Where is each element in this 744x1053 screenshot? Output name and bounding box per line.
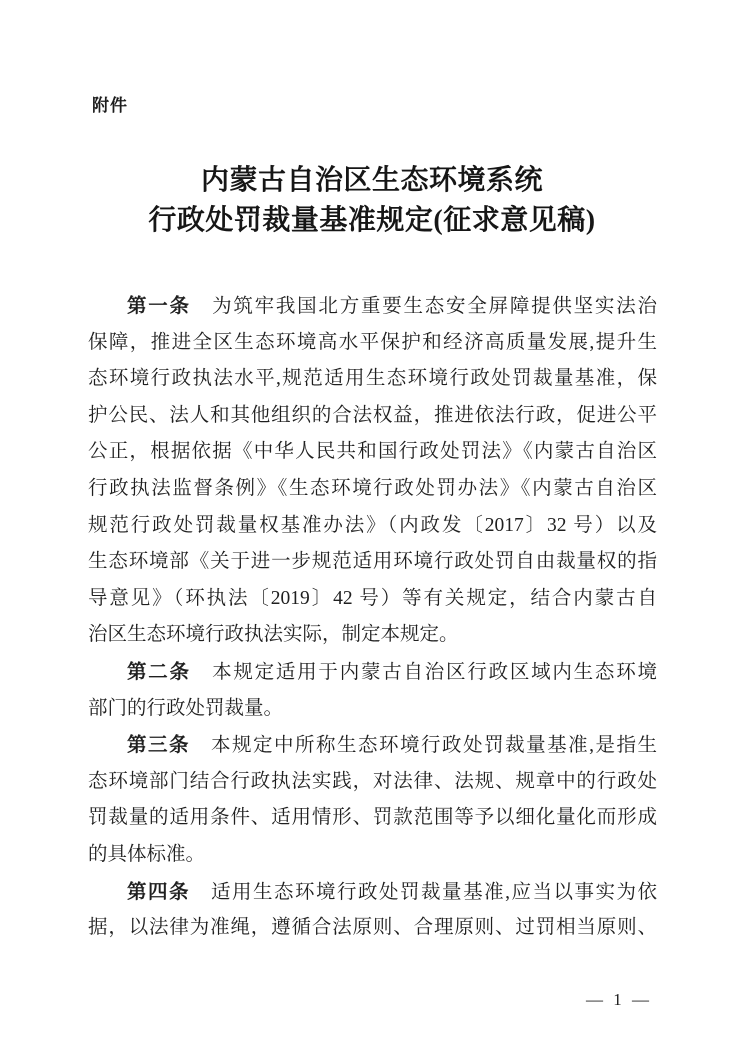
body-line: 态环境部门结合行政执法实践，对法律、法规、规章中的行政处 [88, 770, 657, 792]
body-line: 部门的行政处罚裁量。 [88, 697, 284, 719]
article-number: 第三条 [127, 734, 191, 757]
body-line: 生态环境部《关于进一步规范适用环境行政处罚自由裁量权的指 [88, 551, 657, 573]
body-line: 规范行政处罚裁量权基准办法》（内政发〔2017〕32 号）以及 [88, 514, 657, 536]
body-line [88, 654, 657, 691]
article-number: 第四条 [127, 880, 191, 903]
title-line-2: 行政处罚裁量基准规定(征求意见稿) [148, 205, 596, 236]
line-text: 本规定适用于内蒙古自治区行政区域内生态环境 [190, 661, 657, 683]
line-text: 本规定中所称生态环境行政处罚裁量基准,是指生 [190, 735, 657, 757]
body-line: 护公民、法人和其他组织的合法权益，推进依法行政，促进公平 [88, 404, 657, 426]
body-line: 行政执法监督条例》《生态环境行政处罚办法》《内蒙古自治区 [88, 477, 657, 499]
body-line [88, 727, 657, 764]
body-line: 治区生态环境行政执法实际，制定本规定。 [88, 624, 459, 646]
page-number: — 1 — [586, 990, 652, 1009]
body-line: 公正，根据依据《中华人民共和国行政处罚法》《内蒙古自治区 [88, 441, 657, 463]
document-title [0, 161, 744, 241]
body-line: 据，以法律为准绳，遵循合法原则、合理原则、过罚相当原则、 [88, 917, 657, 939]
body-line [88, 874, 657, 911]
title-line-1: 内蒙古自治区生态环境系统 [200, 165, 543, 196]
body-line: 罚裁量的适用条件、适用情形、罚款范围等予以细化量化而形成 [88, 807, 657, 829]
body-line: 态环境行政执法水平,规范适用生态环境行政处罚裁量基准，保 [88, 368, 657, 390]
body-line [88, 288, 657, 325]
body-line: 保障，推进全区生态环境高水平保护和经济高质量发展,提升生 [88, 331, 657, 353]
body-line: 的具体标准。 [88, 843, 206, 865]
line-text: 为筑牢我国北方重要生态安全屏障提供坚实法治 [190, 296, 657, 317]
attachment-label: 附件 [92, 96, 128, 115]
body-line: 导意见》（环执法〔2019〕42 号）等有关规定，结合内蒙古自 [88, 587, 657, 609]
line-text: 适用生态环境行政处罚裁量基准,应当以事实为依 [190, 881, 657, 903]
document-body [88, 288, 657, 947]
article-number: 第一条 [127, 295, 191, 317]
article-number: 第二条 [127, 660, 191, 683]
